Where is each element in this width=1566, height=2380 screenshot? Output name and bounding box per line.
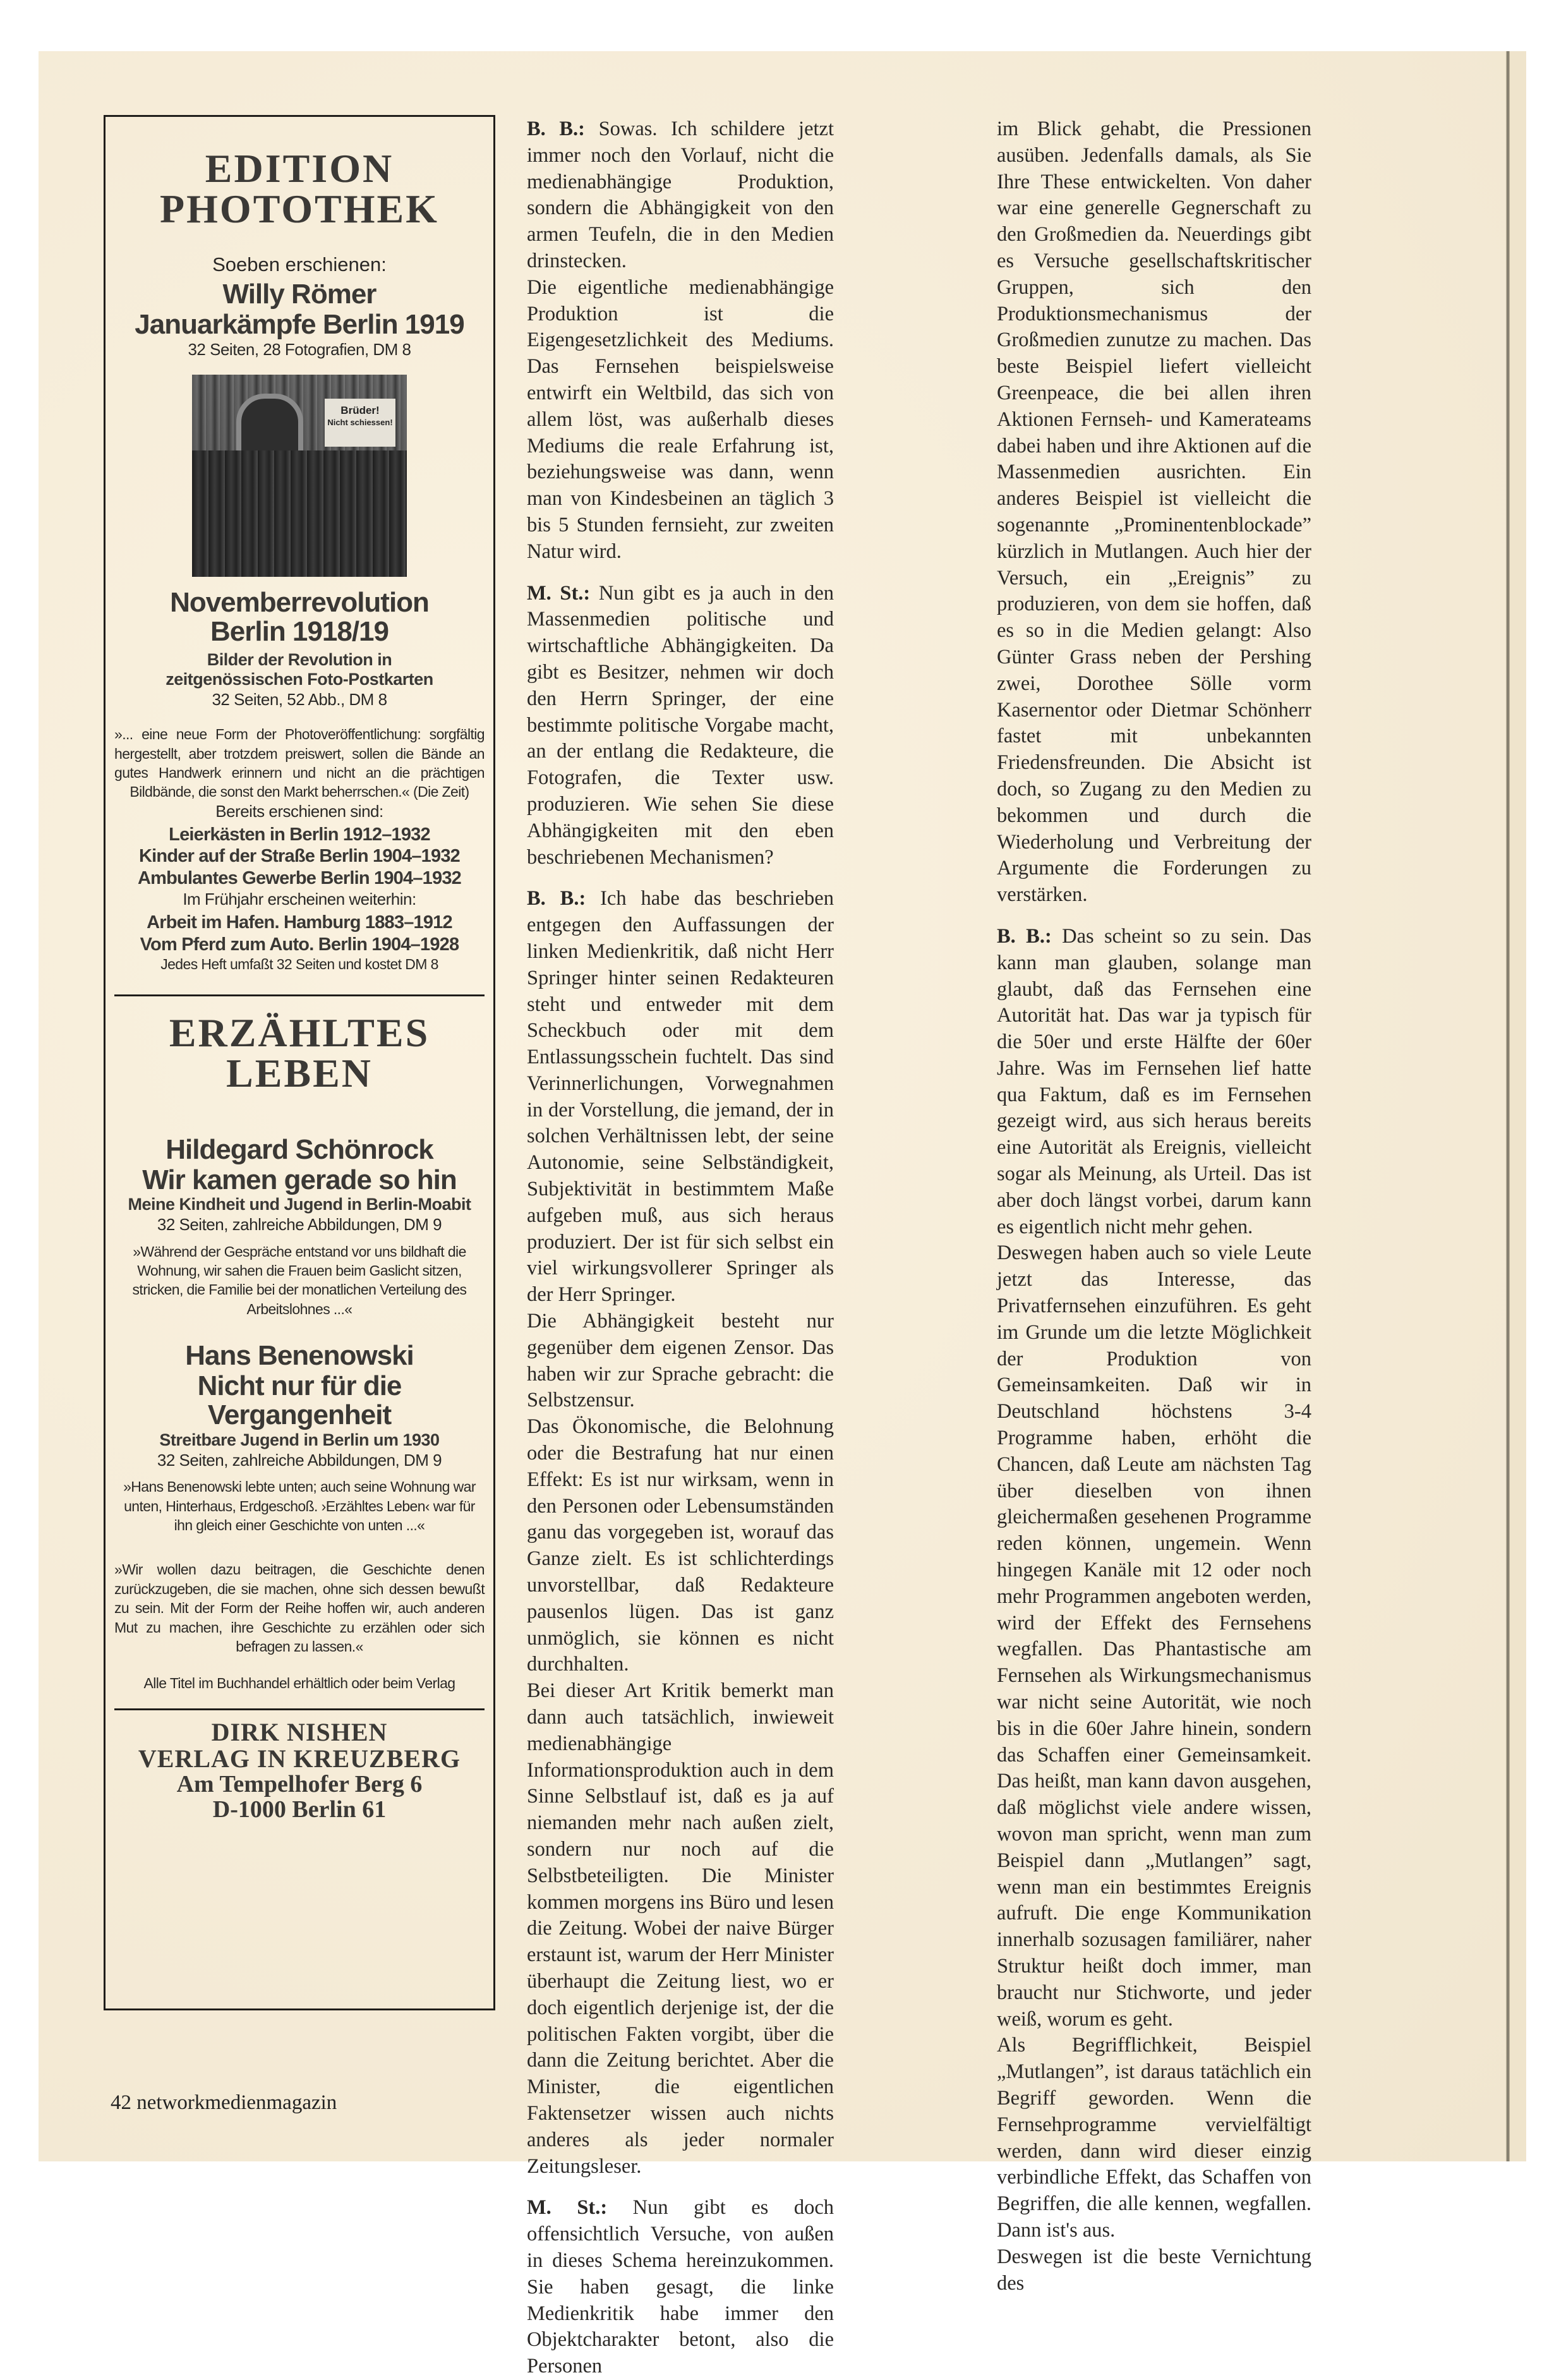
section-divider (114, 1708, 485, 1710)
paragraph-text: Als Begrifflichkeit, Beispiel „Mutlangen”, ist daraus tatächlich ein Begriff geworden. Wenn die Fernsehprogramme vervielfältigt werden, dann wird dieser einzig verbindliche Effekt, das Schaffen von Begriffen, die alle kennen, wegfallen. Dann ist's aus. (997, 2034, 1311, 2242)
book-meta: 32 Seiten, zahlreiche Abbildungen, DM 9 (157, 1214, 442, 1234)
article-paragraph (997, 116, 1311, 909)
paragraph-text: Deswegen haben auch so viele Leute jetzt das Interesse, das Privatfernsehen einzuführen. Es geht im Grunde um die letzte Möglichkeit der Produktion von Gemeinsamkeiten. Daß wir in Deutschland höchstens 3-4 Programme haben, erhöht die Chancen, daß Leute am nächsten Tag über dieselben von ihnen gleichermaßen gesehenen Programme reden können, ungemein. Wenn hingegen Kanäle mit 12 oder noch mehr Programmen angeboten werden, wird der Effekt des Fernsehens wegfallen. Das Phantastische am Fernsehen als Wirkungsmechanismus war nicht seine Autorität, wie noch bis in die 60er Jahre hinein, sondern das Schaffen einer Gemeinsamkeit. Das heißt, man kann davon ausgehen, daß möglichst viele andere wissen, wovon man spricht, wenn man zum Beispiel dann „Mutlangen” sagt, wenn man ein bestimmtes Ereignis aufruft. Die enge Kommunikation innerhalb sozusagen familiärer, naher Struktur heißt doch immer, man braucht nur Stichworte, und jeder weiß, worum es geht. (997, 1241, 1311, 2031)
paragraph-text: Das scheint so zu sein. Das kann man glauben, solange man glaubt, daß das Fernsehen eine Autorität hat. Das war ja typisch für die 50er und erste Hälfte der 60er Jahre. Was im Fernsehen lief hatte qua Faktum, daß es im Fernsehen gezeigt wird, aus sich heraus bereits eine Autorität als Ereignis, vielleicht sogar als Meinung, als Urteil. Das ist aber doch längst vorbei, darum kann es eigentlich nicht mehr gehen. (997, 924, 1311, 1238)
edition-photothek-heading: EDITION PHOTOTHEK (160, 146, 439, 231)
article-paragraph (997, 2244, 1311, 2297)
article-paragraph (997, 2033, 1311, 2244)
speaker-label: B. B.: (527, 887, 586, 910)
list-item: Leierkästen in Berlin 1912–1932 (169, 824, 430, 845)
already-published-list (105, 824, 493, 890)
paragraph-text: Bei dieser Art Kritik bemerkt man dann auch tatsächlich, inwieweit medienabhängige Informationsproduktion auch in dem Sinne Selbstlauf ist, daß es ja auf niemanden mehr nach außen zielt, sondern nur noch auf die Selbstbeteiligten. Die Minister kommen morgens ins Büro und lesen die Zeitung. Wobei der naive Bürger erstaunt ist, warum der Herr Minister überhaupt die Zeitung liest, wo er doch eigentlich derjenige ist, der die politischen Fakten vorgibt, über die dann die Zeitung berichtet. Aber die Minister, die eigentlichen Faktensetzer wissen auch nichts anderes als jeder normaler Zeitungsleser. (527, 1679, 834, 2178)
publisher-advertisement (104, 115, 495, 2010)
availability-note: Alle Titel im Buchhandel erhältlich oder beim Verlag (143, 1675, 455, 1692)
article-paragraph (527, 275, 834, 565)
list-item: Arbeit im Hafen. Hamburg 1883–1912 (147, 912, 452, 933)
paragraph-text: Deswegen ist die beste Vernichtung des (997, 2245, 1311, 2295)
list-item: Ambulantes Gewerbe Berlin 1904–1932 (138, 868, 461, 889)
paragraph-text: im Blick gehabt, die Pressionen ausüben. Jedenfalls damals, als Sie Ihre These entwickelten. Von daher war eine generelle Gegnerschaft zu den Großmedien da. Neuerdings gibt es Versuche gesellschaftskritischer Gruppen, sich den Produktionsmechanismus der Großmedien zunutze zu machen. Das beste Beispiel liefert vielleicht Greenpeace, die bei allen ihren Aktionen Fernseh- und Kamerateams dabei haben und ihre Aktionen auf die Massenmedien ausrichten. Ein anderes Beispiel ist vielleicht die sogenannte „Prominentenblockade” kürzlich in Mutlangen. Auch hier der Versuch, ein „Ereignis” zu produzieren, von dem sie hoffen, daß es so in die Medien gelangt: Also Günter Grass neben der Pershing zwei, Dorothee Sölle vorm Kasernentor oder Dietmar Schönherr fastet mit unbekannten Friedensfreunden. Die Absicht ist doch, so Zugang zu den Medien zu bekommen und durch die Wiederholung und Verbreitung der Argumente die Forderungen zu verstärken. (997, 118, 1311, 907)
article-paragraph (527, 116, 834, 275)
publisher-address: DIRK NISHEN VERLAG IN KREUZBERG Am Tempelhofer Berg 6 D-1000 Berlin 61 (138, 1718, 461, 1823)
book-meta: 32 Seiten, 52 Abb., DM 8 (212, 690, 387, 710)
paragraph-text: Nun gibt es ja auch in den Massenmedien politische und wirtschaftliche Abhängigkeiten. Da gibt es Besitzer, nehmen wir doch den Herrn Springer, der eine bestimmte politische Vorgabe macht, an der entlang die Redakteure, die Fotografen, die Texter usw. produzieren. Wie sehen Sie diese Abhängigkeiten mit den eben beschriebenen Mechanismen? (527, 581, 834, 869)
book-meta: 32 Seiten, zahlreiche Abbildungen, DM 9 (157, 1450, 442, 1470)
book-meta: 32 Seiten, 28 Fotografien, DM 8 (188, 340, 411, 359)
book-author: Hildegard Schönrock (166, 1133, 433, 1165)
review-quote: »... eine neue Form der Photoveröffentlichung: sorgfältig hergestellt, aber trotzdem preiswert, sollen die Bände an gutes Handwerk erinnern und nicht an die prächtigen Bildbände, die sonst den Markt beherrschen.« (Die Zeit) (114, 726, 485, 800)
page-number: 42 (111, 2091, 131, 2114)
book-subtitle: Bilder der Revolution in (207, 650, 392, 670)
book-title: Novemberrevolution (170, 586, 429, 618)
article-column-middle (527, 116, 834, 2380)
book-title: Januarkämpfe Berlin 1919 (135, 309, 464, 340)
speaker-label: B. B.: (527, 118, 585, 140)
photo-sign: Brüder! Nicht schiessen! (325, 399, 395, 447)
photo-crowd (192, 450, 407, 577)
article-paragraph (527, 1678, 834, 2180)
article-paragraph (997, 1240, 1311, 2033)
spring-titles-list (105, 912, 493, 956)
page-edge (1510, 51, 1526, 2161)
book-subtitle: zeitgenössischen Foto-Postkarten (166, 670, 433, 689)
book-quote: »Hans Benenowski lebte unten; auch seine Wohnung war unten, Hinterhaus, Erdgeschoß. ›Erzähltes Leben‹ war für ihn gleich einer Geschichte von unten ...« (123, 1478, 476, 1534)
paragraph-text: Die eigentliche medienabhängige Produktion ist die Eigengesetzlichkeit des Mediums. Das Fernsehen beispielsweise entwirft ein Weltbild, das sich von allem löst, was außerhalb dieses Mediums die reale Erfahrung ist, beziehungsweise was dann, wenn man von Kindesbeinen an täglich 3 bis 5 Stunden fernsieht, zur zweiten Natur wird. (527, 275, 834, 563)
book-title: Wir kamen gerade so hin (142, 1164, 457, 1195)
article-paragraph (527, 1414, 834, 1678)
mission-quote: »Wir wollen dazu beitragen, die Geschichte denen zurückzugeben, die sie machen, ohne sich dessen bewußt zu sein. Mit der Form der Reihe hoffen wir, auch anderen Mut zu machen, ihre Geschichte zu erzählen oder sich befragen zu lassen.« (114, 1561, 485, 1655)
book-author: Willy Römer (222, 279, 376, 310)
article-paragraph (997, 924, 1311, 1241)
spring-label: Im Frühjahr erscheinen weiterhin: (183, 890, 416, 909)
magazine-name: networkmedienmagazin (136, 2091, 337, 2114)
paragraph-text: Nun gibt es doch offensichtlich Versuche, von außen in dieses Schema hereinzukommen. Sie haben gesagt, die linke Medienkritik habe immer den Objektcharakter betont, also die Personen (527, 2196, 834, 2378)
book-title: Nicht nur für die Vergangenheit (197, 1370, 402, 1431)
already-published-label: Bereits erschienen sind: (215, 801, 383, 821)
book-author: Hans Benenowski (185, 1340, 414, 1372)
historical-photo (192, 375, 407, 577)
article-column-right (997, 116, 1311, 2297)
book-subtitle: Streitbare Jugend in Berlin um 1930 (159, 1430, 440, 1449)
erzaehltes-leben-heading: ERZÄHLTES LEBEN (169, 1010, 430, 1096)
paragraph-text: Die Abhängigkeit besteht nur gegenüber dem eigenen Zensor. Das haben wir zur Sprache gebracht: die Selbstzensur. (527, 1310, 834, 1412)
page-footer (111, 2091, 337, 2115)
book-subtitle: Meine Kindheit und Jugend in Berlin-Moabit (128, 1194, 471, 1214)
paragraph-text: Das Ökonomische, die Belohnung oder die Bestrafung hat nur einen Effekt: Es ist nur wirksam, wenn in den Personen oder Lebensumständen ganu das vorgegeben ist, worauf das Ganze zielt. Es ist schlichterdings unvorstellbar, daß Redakteure pausenlos lügen. Das ist ganz unmöglich, sie können es nicht durchhalten. (527, 1415, 834, 1676)
section-divider (114, 994, 485, 996)
paragraph-text: Sowas. Ich schildere jetzt immer noch den Vorlauf, nicht die medienabhängige Produktion, sondern die Abhängigkeit von den armen Teufeln, die in den Medien drinstecken. (527, 118, 834, 272)
article-paragraph (527, 1308, 834, 1414)
book-title: Berlin 1918/19 (210, 616, 388, 648)
list-item: Vom Pferd zum Auto. Berlin 1904–1928 (140, 934, 459, 955)
article-paragraph (527, 886, 834, 1308)
speaker-label: M. St.: (527, 581, 591, 605)
article-paragraph (527, 581, 834, 871)
speaker-label: M. St.: (527, 2196, 608, 2220)
soeben-erschienen-label: Soeben erschienen: (212, 253, 387, 275)
article-paragraph (527, 2195, 834, 2380)
paragraph-text: Ich habe das beschrieben entgegen den Auffassungen der linken Medienkritik, daß nicht Herr Springer hinter seinen Redakteuren steht und entweder mit dem Scheckbuch oder mit dem Entlassungsschein fuchtelt. Das sind Verinnerlichungen, Vorwegnahmen in der Vorstellung, die jemand, der in solchen Verhältnissen lebt, der seine Autonomie, seine Selbständigkeit, Subjektivität in bestimmtem Maße aufgeben muß, aus sich heraus produziert. Der ist für sich selbst ein viel wirkungsvollerer Springer als der Herr Springer. (527, 887, 834, 1307)
list-item: Kinder auf der Straße Berlin 1904–1932 (139, 846, 460, 867)
speaker-label: B. B.: (997, 924, 1052, 948)
book-quote: »Während der Gespräche entstand vor uns bildhaft die Wohnung, wir sahen die Frauen beim Gaslicht sitzen, stricken, die Familie bei der monatlichen Verteilung des Arbeitslohnes ...« (132, 1243, 467, 1317)
price-note: Jedes Heft umfaßt 32 Seiten und kostet DM 8 (160, 955, 438, 972)
